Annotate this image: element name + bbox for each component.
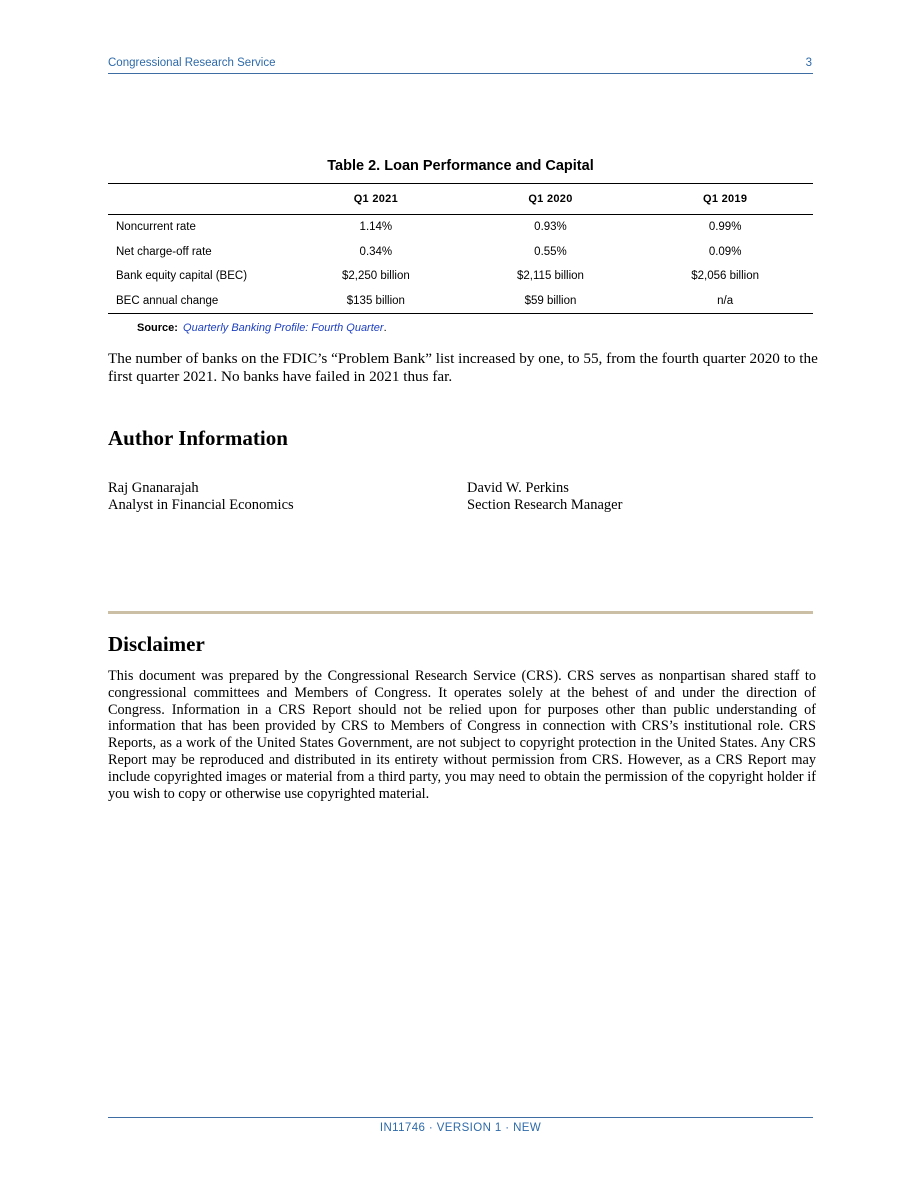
table-row [108, 215, 813, 240]
table-row [108, 240, 813, 265]
row-label: BEC annual change [108, 289, 288, 314]
body-paragraph: The number of banks on the FDIC’s “Problem Bank” list increased by one, to 55, from the fourth quarter 2020 to the first quarter 2021. No banks have failed in 2021 thus far. [108, 350, 818, 385]
author-name: Raj Gnanarajah [108, 480, 199, 496]
source-label: Source: [137, 322, 178, 334]
author-information-heading: Author Information [108, 426, 288, 450]
author-title: Analyst in Financial Economics [108, 497, 294, 513]
table-source-note [137, 322, 387, 334]
source-link[interactable]: Quarterly Banking Profile: Fourth Quarter [183, 322, 384, 334]
table-cell: 0.99% [708, 221, 742, 234]
author-block [467, 480, 622, 514]
row-label: Bank equity capital (BEC) [116, 270, 248, 283]
table-row [108, 289, 813, 314]
page-header [108, 56, 813, 74]
table-header-row [108, 184, 813, 215]
author-title: Section Research Manager [467, 497, 623, 513]
footer-document-id: IN11746 · VERSION 1 · NEW [379, 1122, 542, 1134]
table-row [108, 264, 813, 289]
table-cell: $135 billion [288, 289, 464, 314]
table-cell: 1.14% [359, 221, 393, 234]
row-label: Net charge-off rate [116, 245, 212, 258]
table-cell: 0.55% [534, 245, 567, 258]
table-cell: $59 billion [464, 289, 638, 314]
column-header [108, 184, 288, 215]
row-label: Noncurrent rate [116, 221, 196, 234]
column-header: Q1 2019 [637, 184, 813, 215]
disclaimer-text: This document was prepared by the Congressional Research Service (CRS). CRS serves as nonpartisan shared staff to congressional committees and Members of Congress. It operates solely at the behest of and under the direction of Congress. Information in a CRS Report should not be relied upon for purposes other than public understanding of information that has been provided by CRS to Members of Congress in connection with CRS’s institutional role. CRS Reports, as a work of the United States Government, are not subject to copyright protection in the United States. Any CRS Report may be reproduced and distributed in its entirety without permission from CRS. However, as a CRS Report may include copyrighted images or material from a third party, you may need to obtain the permission of the copyright holder if you wish to copy or otherwise use copyrighted material. [108, 668, 816, 802]
table-title: Table 2. Loan Performance and Capital [327, 158, 594, 174]
page-number: 3 [805, 57, 812, 69]
author-name: David W. Perkins [467, 480, 569, 496]
table-cell: 0.09% [708, 245, 742, 258]
table-cell: $2,115 billion [517, 270, 584, 283]
column-header: Q1 2021 [288, 184, 464, 215]
loan-performance-table [108, 183, 813, 314]
source-period: . [383, 322, 387, 334]
author-block [108, 480, 294, 514]
section-divider [108, 611, 813, 614]
table-cell: 0.93% [534, 221, 567, 234]
column-header: Q1 2020 [464, 184, 638, 215]
table-cell: 0.34% [359, 245, 393, 258]
table-cell: $2,056 billion [691, 270, 760, 283]
disclaimer-heading: Disclaimer [108, 632, 205, 656]
footer-divider [108, 1117, 813, 1118]
table-cell: n/a [637, 289, 813, 314]
table-cell: $2,250 billion [341, 270, 410, 283]
header-org-name: Congressional Research Service [108, 57, 276, 69]
